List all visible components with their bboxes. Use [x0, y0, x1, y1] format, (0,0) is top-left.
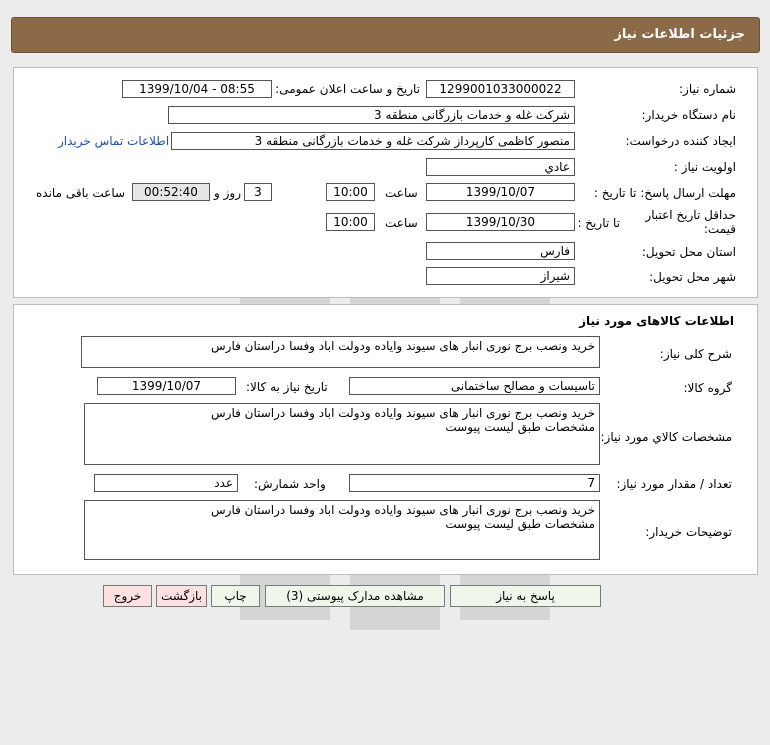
- validity-time-label: ساعت: [385, 216, 418, 230]
- reply-date-field: 1399/10/07: [426, 183, 575, 201]
- need-date-field: 1399/10/07: [97, 377, 236, 395]
- reply-deadline-label: مهلت ارسال پاسخ: تا تاریخ :: [593, 186, 736, 200]
- unit-field: عدد: [94, 474, 238, 492]
- summary-field: خرید ونصب برج نوری انبار های سیوند وایاده ودولت اباد وفسا دراستان فارس: [81, 336, 600, 368]
- reply-time-field: 10:00: [326, 183, 375, 201]
- specs-field: [84, 403, 600, 465]
- buyer-notes-field: [84, 500, 600, 560]
- announce-datetime-label: تاریخ و ساعت اعلان عمومی:: [275, 82, 420, 96]
- notes-line-1: خرید ونصب برج نوری انبار های سیوند وایاده ودولت اباد وفسا دراستان فارس: [211, 503, 595, 517]
- days-label: روز و: [214, 186, 241, 200]
- validity-to-label: تا تاریخ :: [577, 216, 620, 230]
- requester-label: ایجاد کننده درخواست:: [625, 134, 736, 148]
- priority-label: اولویت نیاز :: [673, 160, 736, 174]
- announce-datetime-field: 1399/10/04 - 08:55: [122, 80, 272, 98]
- back-button[interactable]: بازگشت: [156, 585, 207, 607]
- validity-date-field: 1399/10/30: [426, 213, 575, 231]
- buyer-contact-link[interactable]: اطلاعات تماس خریدار: [58, 134, 170, 148]
- reply-to-need-button[interactable]: پاسخ به نیاز: [450, 585, 601, 607]
- days-field: 3: [244, 183, 272, 201]
- exit-button[interactable]: خروج: [103, 585, 152, 607]
- city-field: شیراز: [426, 267, 575, 285]
- specs-line-2: مشخصات طبق لیست پیوست: [445, 420, 595, 434]
- remaining-label: ساعت باقی مانده: [36, 186, 126, 200]
- view-attachments-button[interactable]: مشاهده مدارک پیوستی (3): [265, 585, 445, 607]
- specs-line-1: خرید ونصب برج نوری انبار های سیوند وایاده ودولت اباد وفسا دراستان فارس: [211, 406, 595, 420]
- page-title: جزئیات اطلاعات نیاز: [614, 27, 745, 42]
- page-header: [11, 17, 760, 53]
- quantity-label: تعداد / مقدار مورد نیاز:: [616, 477, 732, 491]
- quantity-field: 7: [349, 474, 600, 492]
- buyer-org-label: نام دستگاه خریدار:: [641, 108, 736, 122]
- remaining-time-field: 00:52:40: [132, 183, 210, 201]
- reply-time-label: ساعت: [385, 186, 418, 200]
- validity-time-field: 10:00: [326, 213, 375, 231]
- notes-line-2: مشخصات طبق لیست پیوست: [445, 517, 595, 531]
- validity-label: حداقل تاریخ اعتبار قیمت:: [645, 208, 736, 236]
- general-info-panel: [13, 67, 758, 298]
- priority-field: عادي: [426, 158, 575, 176]
- need-number-field: 1299001033000022: [426, 80, 575, 98]
- province-field: فارس: [426, 242, 575, 260]
- city-label: شهر محل تحویل:: [649, 270, 736, 284]
- goods-section-title: اطلاعات کالاهای مورد نیاز: [579, 314, 734, 328]
- goods-group-label: گروه کالا:: [683, 381, 732, 395]
- unit-label: واحد شمارش:: [254, 477, 326, 491]
- summary-label: شرح کلی نیاز:: [659, 347, 732, 361]
- province-label: استان محل تحویل:: [641, 245, 736, 259]
- need-number-label: شماره نیاز:: [679, 82, 736, 96]
- requester-field: منصور کاظمی کارپرداز شرکت غله و خدمات بازرگانی منطقه 3: [171, 132, 575, 150]
- buyer-notes-label: توضیحات خریدار:: [645, 525, 732, 539]
- buyer-org-field: شرکت غله و خدمات بازرگانی منطقه 3: [168, 106, 575, 124]
- goods-group-field: تاسیسات و مصالح ساختمانی: [349, 377, 600, 395]
- print-button[interactable]: چاپ: [211, 585, 260, 607]
- need-date-label: تاریخ نیاز به کالا:: [246, 380, 328, 394]
- specs-label: مشخصات کالاي مورد نياز:: [600, 430, 732, 444]
